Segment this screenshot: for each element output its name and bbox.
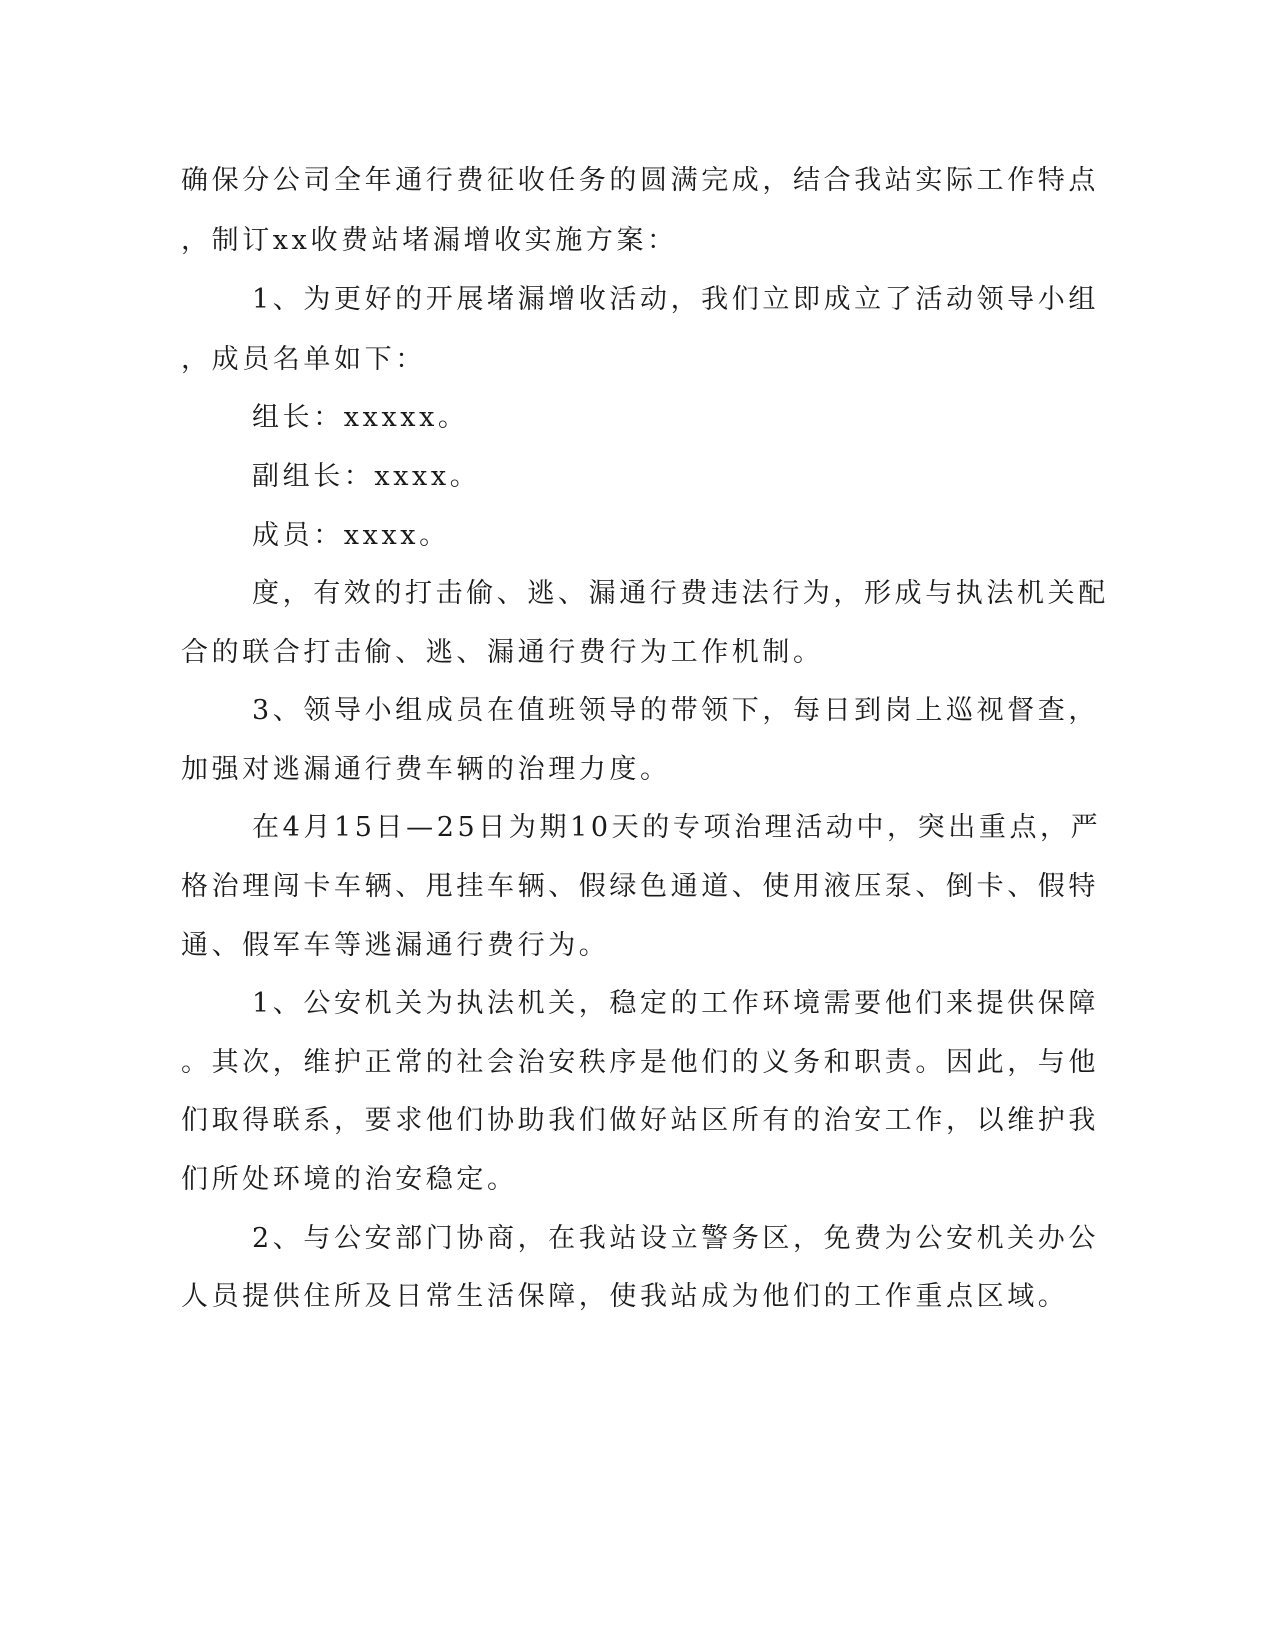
text-line: 2、与公安部门协商，在我站设立警务区，免费为公安机关办公 [252,1223,1099,1254]
text-line: 组长：xxxxx。 [252,402,469,433]
text-line: 。其次，维护正常的社会治安秩序是他们的义务和职责。因此，与他 [181,1047,1099,1078]
text-line: 成员：xxxx。 [252,520,450,551]
text-line: 3、领导小组成员在值班领导的带领下，每日到岗上巡视督查， [252,695,1099,726]
text-line: 格治理闯卡车辆、甩挂车辆、假绿色通道、使用液压泵、倒卡、假特 [181,871,1099,902]
text-line: 合的联合打击偷、逃、漏通行费行为工作机制。 [181,637,824,668]
text-line: 确保分公司全年通行费征收任务的圆满完成，结合我站实际工作特点 [181,165,1099,196]
text-line: 人员提供住所及日常生活保障，使我站成为他们的工作重点区域。 [181,1281,1069,1312]
text-line: 副组长：xxxx。 [252,461,481,492]
text-line: 1、为更好的开展堵漏增收活动，我们立即成立了活动领导小组 [252,284,1099,315]
text-line: 们取得联系，要求他们协助我们做好站区所有的治安工作，以维护我 [181,1105,1099,1136]
text-line: ，成员名单如下： [181,344,426,375]
text-line: 加强对逃漏通行费车辆的治理力度。 [181,754,671,785]
text-line: 们所处环境的治安稳定。 [181,1164,518,1195]
text-line: 度，有效的打击偷、逃、漏通行费违法行为，形成与执法机关配 [252,578,1109,609]
text-line: 在4月15日—25日为期10天的专项治理活动中，突出重点，严 [252,812,1102,843]
text-line: ，制订xx收费站堵漏增收实施方案： [181,225,678,256]
text-line: 通、假军车等逃漏通行费行为。 [181,930,610,961]
text-line: 1、公安机关为执法机关，稳定的工作环境需要他们来提供保障 [252,988,1099,1019]
